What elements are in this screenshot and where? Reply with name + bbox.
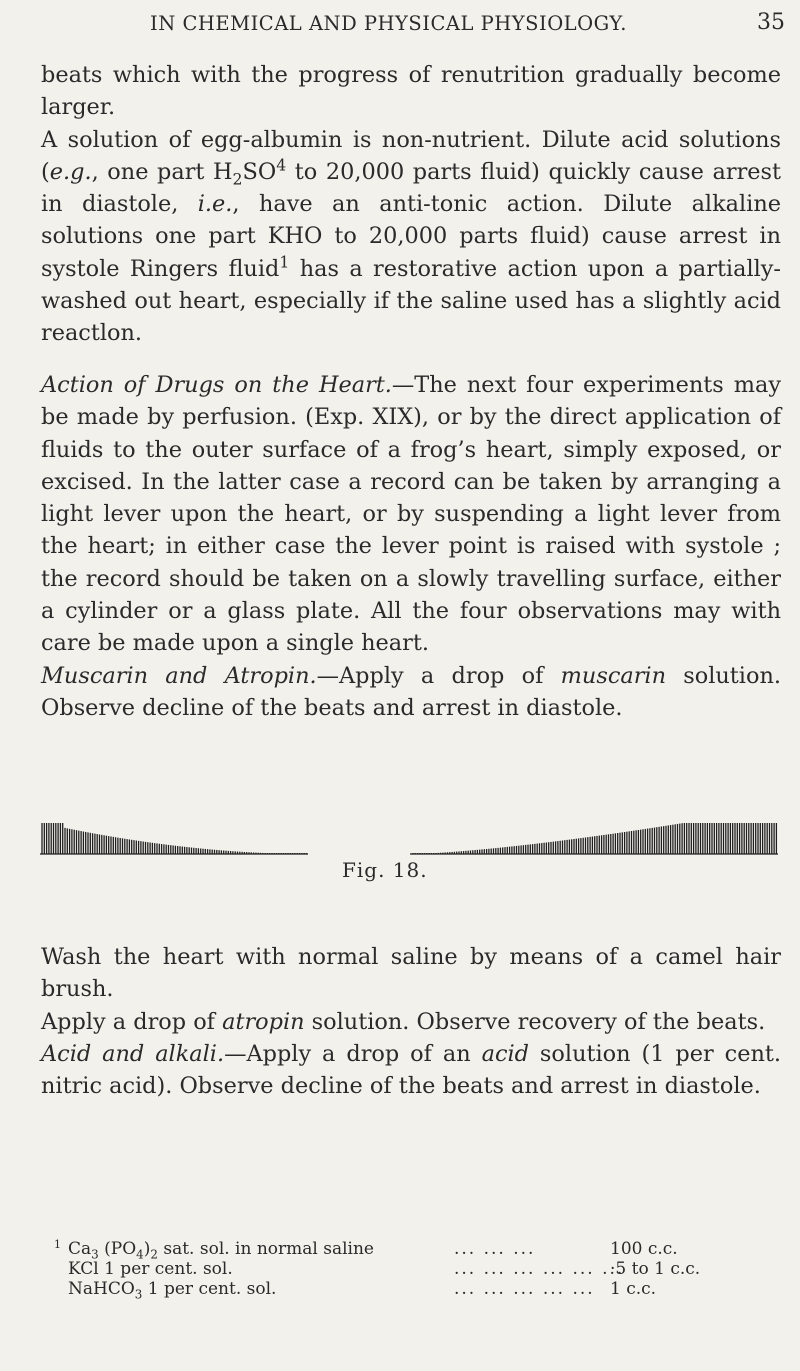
footnote-mark: 1 (54, 1238, 61, 1251)
footnote-formula (54, 1238, 774, 1302)
heart-tracing-graph (40, 822, 780, 856)
section-heading-acid-alkali: Acid and alkali. (41, 1040, 225, 1067)
paragraph-renutrition: beats which with the progress of renutrition gradually become larger. (41, 62, 781, 121)
figure-caption: Fig. 18. (342, 858, 428, 882)
page-number: 35 (757, 10, 785, 35)
footnote-ref: 1 (279, 252, 290, 272)
text-block-top (41, 59, 781, 350)
paragraph-atropin: Apply a drop of atropin solution. Observe recovery of the beats. (41, 1008, 766, 1035)
footnote-row: KCl 1 per cent. sol. ... ... ... ... ... ... ·5 to 1 c.c. (68, 1259, 701, 1279)
paragraph-solutions: A solution of egg-albumin is non-nutrient. Dilute acid solutions (e.g., one part $H_2SO^4$ to 20,000 parts fluid) quickly cause arrest in diastole, i.e., have an anti-tonic action. Dilute alkaline solutions one part KHO to 20,000 parts fluid) cause arrest in systole Ringers fluid$^1$ has a restorative action upon a partially-washed out heart, especially if the saline used has a slightly acid reactlon. (41, 126, 782, 347)
running-title: IN CHEMICAL AND PHYSICAL PHYSIOLOGY. (150, 12, 627, 35)
footnote-row: NaHCO$_3$ 1 per cent. sol. ... ... ... ... ... 1 c.c. (68, 1279, 657, 1302)
paragraph-wash: Wash the heart with normal saline by means of a camel hair brush. (41, 944, 781, 1003)
paragraph-muscarin: Muscarin and Atropin.—Apply a drop of muscarin solution. Observe decline of the beats and arrest in diastole. (41, 662, 781, 721)
section-heading-muscarin: Muscarin and Atropin. (41, 662, 317, 689)
paragraph-action-of-drugs: Action of Drugs on the Heart.—The next four experiments may be made by perfusion. (Exp. XIX), or by the direct application of fluids to the outer surface of a frog’s heart, simply exposed, or excised. In the latter case a record can be taken by arranging a light lever upon the heart, or by suspending a light lever from the heart; in either case the lever point is raised with systole ; the record should be taken on a slowly travelling surface, either a cylinder or a glass plate. All the four observations may with care be made upon a single heart. (41, 372, 781, 657)
running-header (0, 10, 800, 50)
text-block-drugs (41, 369, 781, 724)
paragraph-acid-alkali: Acid and alkali.—Apply a drop of an acid solution (1 per cent. nitric acid). Observe decline of the beats and arrest in diastole. (41, 1040, 781, 1100)
section-heading-action-of-drugs: Action of Drugs on the Heart. (41, 372, 392, 398)
footnote-row: 1 $Ca_3$ $(PO_4)_2$ sat. sol. in normal saline ... ... ... 100 c.c. (54, 1239, 774, 1259)
text-block-bottom (41, 941, 781, 1102)
